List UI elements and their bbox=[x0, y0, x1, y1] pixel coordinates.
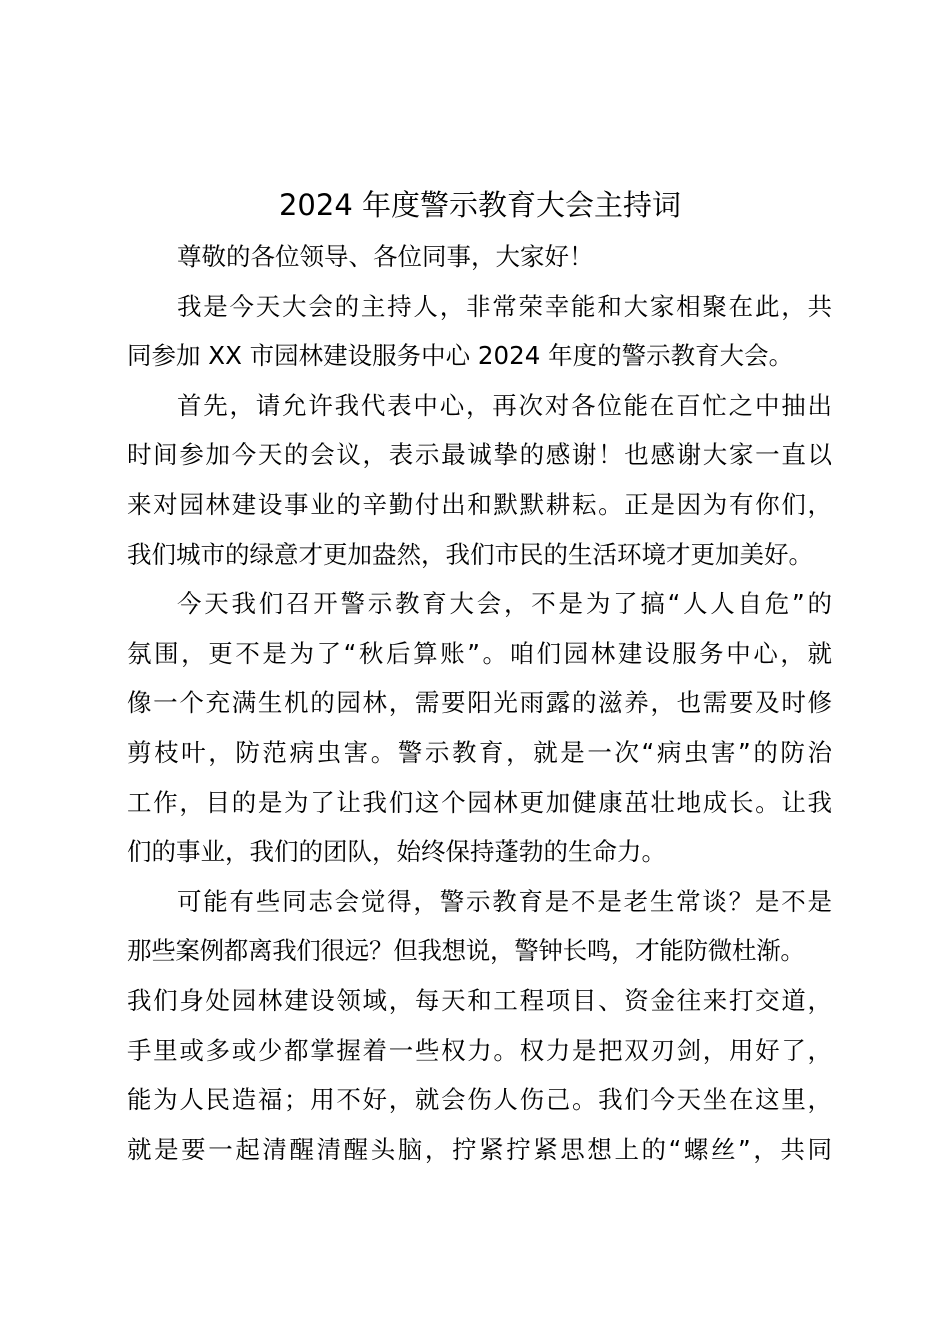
paragraph-line: 可能有些同志会觉得，警示教育是不是老生常谈？是不是 bbox=[177, 886, 832, 916]
paragraph-line: 工作，目的是为了让我们这个园林更加健康茁壮地成长。让我 bbox=[127, 787, 832, 817]
paragraph-line: 氛围，更不是为了“秋后算账”。咱们园林建设服务中心，就 bbox=[127, 638, 832, 668]
document-body bbox=[127, 232, 832, 1174]
paragraph-line: 来对园林建设事业的辛勤付出和默默耕耘。正是因为有你们， bbox=[127, 489, 832, 519]
paragraph-line: 那些案例都离我们很远？但我想说，警钟长鸣，才能防微杜渐。 bbox=[127, 936, 805, 966]
paragraph-line: 我是今天大会的主持人，非常荣幸能和大家相聚在此，共 bbox=[177, 291, 832, 321]
document-title: 2024 年度警示教育大会主持词 bbox=[278, 188, 682, 222]
paragraph-line: 尊敬的各位领导、各位同事，大家好！ bbox=[177, 242, 594, 271]
paragraph-line: 今天我们召开警示教育大会，不是为了搞“人人自危”的 bbox=[177, 589, 832, 619]
paragraph-line: 手里或多或少都掌握着一些权力。权力是把双刃剑，用好了， bbox=[127, 1035, 832, 1065]
paragraph-line: 首先，请允许我代表中心，再次对各位能在百忙之中抽出 bbox=[177, 390, 832, 420]
paragraph-line: 们的事业，我们的团队，始终保持蓬勃的生命力。 bbox=[127, 837, 666, 867]
paragraph-line: 我们城市的绿意才更加盎然，我们市民的生活环境才更加美好。 bbox=[127, 539, 813, 569]
paragraph-line: 能为人民造福；用不好，就会伤人伤己。我们今天坐在这里， bbox=[127, 1085, 832, 1115]
paragraph-line: 同参加 XX 市园林建设服务中心 2024 年度的警示教育大会。 bbox=[127, 341, 794, 371]
paragraph-line: 像一个充满生机的园林，需要阳光雨露的滋养，也需要及时修 bbox=[127, 688, 832, 718]
paragraph-line: 就是要一起清醒清醒头脑，拧紧拧紧思想上的“螺丝”，共同 bbox=[127, 1134, 832, 1164]
paragraph-line: 我们身处园林建设领域，每天和工程项目、资金往来打交道， bbox=[127, 985, 832, 1015]
paragraph-line: 时间参加今天的会议，表示最诚挚的感谢！也感谢大家一直以 bbox=[127, 440, 832, 470]
paragraph-line: 剪枝叶，防范病虫害。警示教育，就是一次“病虫害”的防治 bbox=[127, 737, 832, 767]
